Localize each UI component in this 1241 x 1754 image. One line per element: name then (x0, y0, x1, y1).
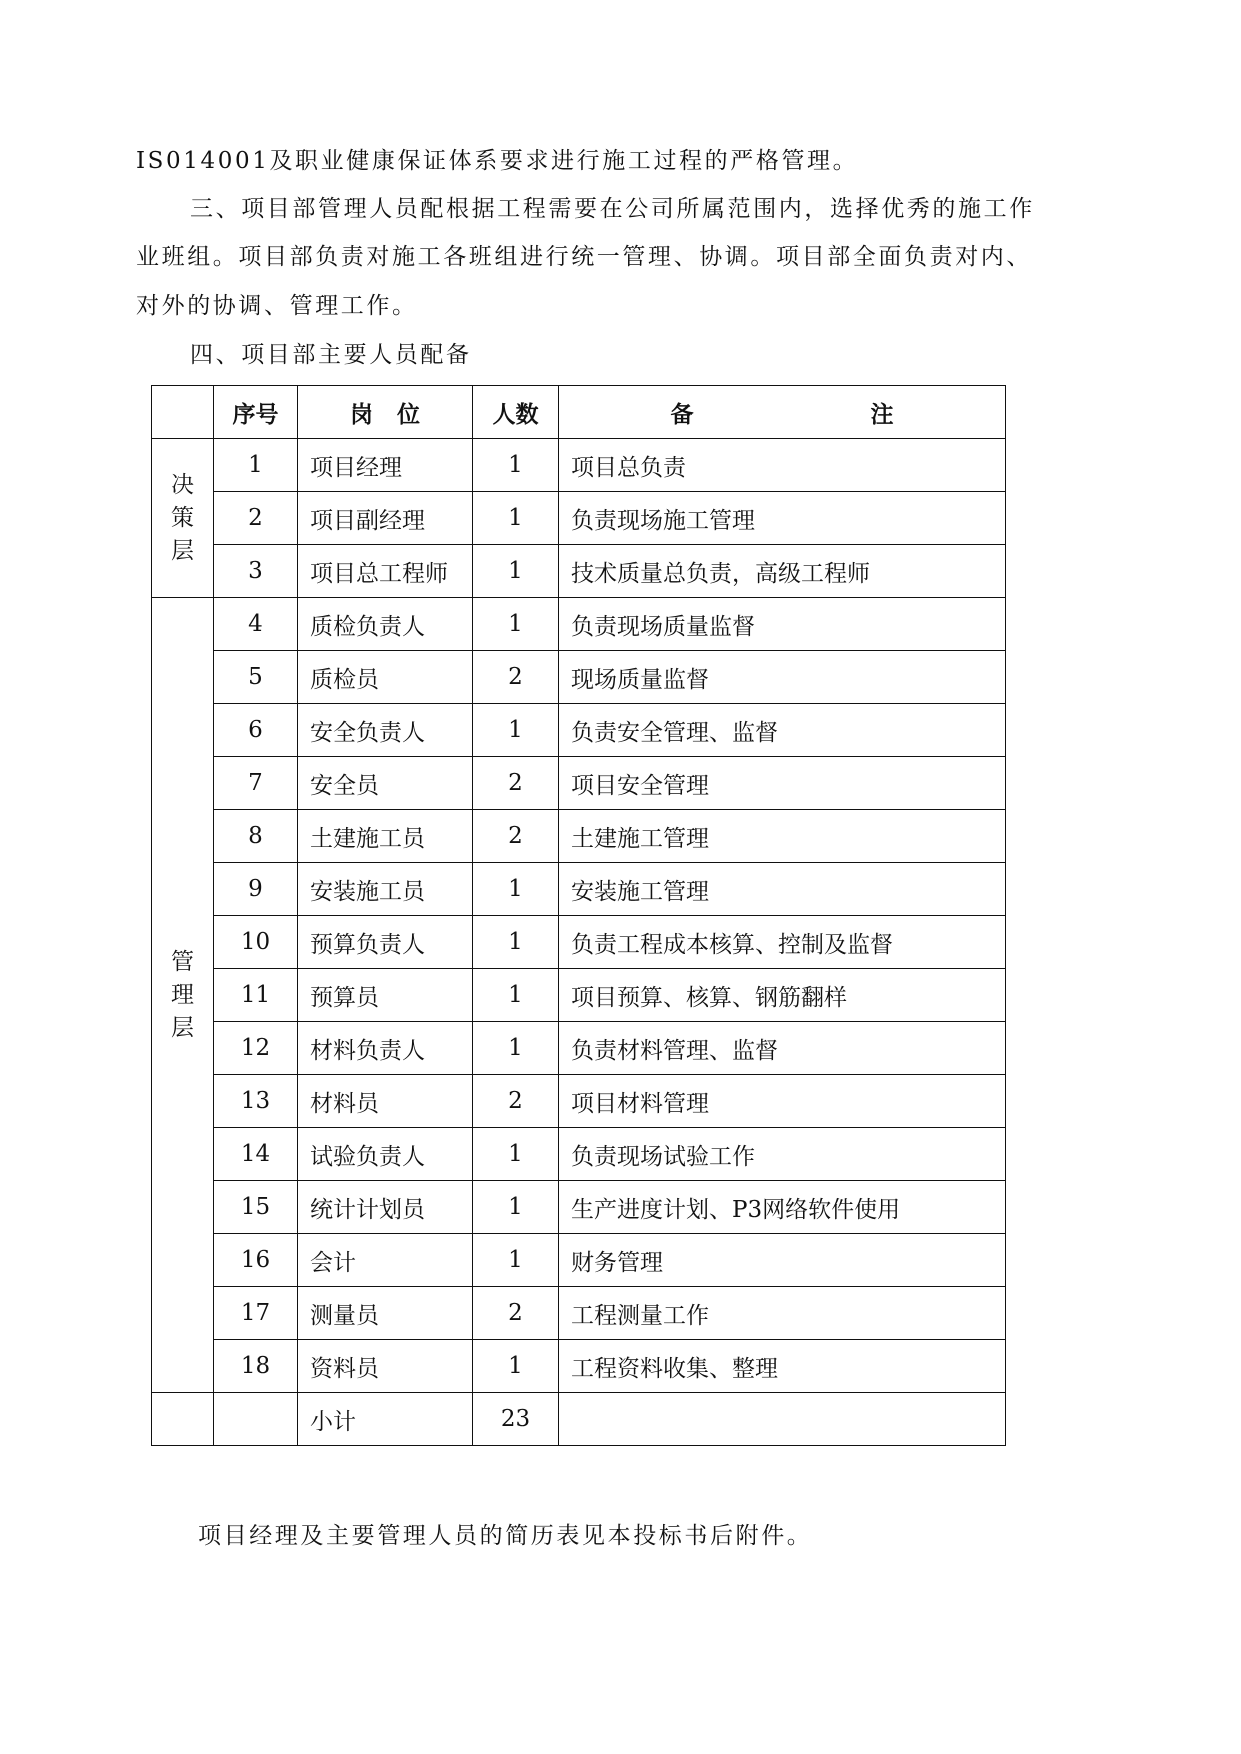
seq-cell: 5 (214, 651, 298, 704)
seq-cell: 13 (214, 1075, 298, 1128)
subtotal-empty-group (152, 1393, 214, 1446)
table-row (152, 863, 1006, 916)
seq-cell: 4 (214, 598, 298, 651)
count-cell: 1 (473, 1022, 559, 1075)
post-cell: 质检员 (298, 651, 473, 704)
count-cell: 1 (473, 1181, 559, 1234)
post-cell: 试验负责人 (298, 1128, 473, 1181)
note-cell: 安装施工管理 (559, 863, 1006, 916)
note-cell: 技术质量总负责，高级工程师 (559, 545, 1006, 598)
seq-cell: 7 (214, 757, 298, 810)
count-cell: 1 (473, 439, 559, 492)
note-cell: 负责现场试验工作 (559, 1128, 1006, 1181)
note-cell: 项目总负责 (559, 439, 1006, 492)
note-cell: 项目安全管理 (559, 757, 1006, 810)
subtotal-label: 小计 (298, 1393, 473, 1446)
count-cell: 2 (473, 1075, 559, 1128)
count-cell: 1 (473, 704, 559, 757)
header-post-label: 岗位 (350, 401, 444, 428)
note-cell: 负责材料管理、监督 (559, 1022, 1006, 1075)
post-cell: 安装施工员 (298, 863, 473, 916)
header-note-right: 注 (870, 401, 894, 428)
paragraph-iso: IS014001及职业健康保证体系要求进行施工过程的严格管理。 (136, 148, 859, 174)
header-seq: 序号 (214, 386, 298, 439)
table-row (152, 492, 1006, 545)
subtotal-empty-seq (214, 1393, 298, 1446)
table-row (152, 651, 1006, 704)
group-decision-label: 决策层 (170, 471, 194, 564)
paragraph-section-three-end: 对外的协调、管理工作。 (136, 293, 418, 319)
count-cell: 1 (473, 916, 559, 969)
note-cell: 生产进度计划、P3网络软件使用 (559, 1181, 1006, 1234)
post-cell: 安全员 (298, 757, 473, 810)
table-row (152, 757, 1006, 810)
section-four-heading: 四、项目部主要人员配备 (190, 342, 472, 368)
note-cell: 项目材料管理 (559, 1075, 1006, 1128)
header-post (298, 386, 473, 439)
seq-cell: 15 (214, 1181, 298, 1234)
header-note-left: 备 (670, 401, 694, 428)
table-row (152, 1287, 1006, 1340)
table-row (152, 1181, 1006, 1234)
count-cell: 2 (473, 810, 559, 863)
note-cell: 负责工程成本核算、控制及监督 (559, 916, 1006, 969)
post-cell: 项目副经理 (298, 492, 473, 545)
seq-cell: 12 (214, 1022, 298, 1075)
note-cell: 项目预算、核算、钢筋翻样 (559, 969, 1006, 1022)
count-cell: 2 (473, 1287, 559, 1340)
seq-cell: 3 (214, 545, 298, 598)
staff-table (151, 385, 1006, 1446)
post-cell: 质检负责人 (298, 598, 473, 651)
subtotal-row (152, 1393, 1006, 1446)
seq-cell: 2 (214, 492, 298, 545)
header-note (559, 386, 1006, 439)
note-cell: 财务管理 (559, 1234, 1006, 1287)
group-management-label: 管理层 (170, 948, 194, 1041)
table-row (152, 1340, 1006, 1393)
note-cell: 工程测量工作 (559, 1287, 1006, 1340)
table-header-row (152, 386, 1006, 439)
seq-cell: 10 (214, 916, 298, 969)
post-cell: 项目总工程师 (298, 545, 473, 598)
count-cell: 1 (473, 1234, 559, 1287)
paragraph-appendix-note: 项目经理及主要管理人员的简历表见本投标书后附件。 (198, 1523, 813, 1549)
table-row (152, 1075, 1006, 1128)
table-row (152, 810, 1006, 863)
paragraph-section-three: 三、项目部管理人员配根据工程需要在公司所属范围内，选择优秀的施工作 (190, 196, 1035, 222)
table-row (152, 598, 1006, 651)
header-count: 人数 (473, 386, 559, 439)
table-row (152, 1022, 1006, 1075)
table-row (152, 1234, 1006, 1287)
table-body (152, 439, 1006, 1446)
post-cell: 土建施工员 (298, 810, 473, 863)
count-cell: 1 (473, 545, 559, 598)
table-row (152, 1128, 1006, 1181)
count-cell: 1 (473, 863, 559, 916)
seq-cell: 16 (214, 1234, 298, 1287)
post-cell: 材料负责人 (298, 1022, 473, 1075)
count-cell: 2 (473, 651, 559, 704)
count-cell: 1 (473, 1340, 559, 1393)
note-cell: 现场质量监督 (559, 651, 1006, 704)
note-cell: 负责现场施工管理 (559, 492, 1006, 545)
seq-cell: 14 (214, 1128, 298, 1181)
seq-cell: 11 (214, 969, 298, 1022)
note-cell: 土建施工管理 (559, 810, 1006, 863)
note-cell: 负责现场质量监督 (559, 598, 1006, 651)
table-row (152, 545, 1006, 598)
post-cell: 资料员 (298, 1340, 473, 1393)
paragraph-section-three-cont: 业班组。项目部负责对施工各班组进行统一管理、协调。项目部全面负责对内、 (136, 244, 1032, 270)
count-cell: 1 (473, 598, 559, 651)
count-cell: 1 (473, 969, 559, 1022)
count-cell: 1 (473, 492, 559, 545)
note-cell: 工程资料收集、整理 (559, 1340, 1006, 1393)
note-cell: 负责安全管理、监督 (559, 704, 1006, 757)
seq-cell: 17 (214, 1287, 298, 1340)
seq-cell: 18 (214, 1340, 298, 1393)
group-decision-cell (152, 439, 214, 598)
group-management-cell (152, 598, 214, 1393)
post-cell: 会计 (298, 1234, 473, 1287)
table-row (152, 439, 1006, 492)
seq-cell: 6 (214, 704, 298, 757)
post-cell: 项目经理 (298, 439, 473, 492)
header-group-cell (152, 386, 214, 439)
post-cell: 预算负责人 (298, 916, 473, 969)
table-row (152, 969, 1006, 1022)
table-row (152, 916, 1006, 969)
post-cell: 安全负责人 (298, 704, 473, 757)
subtotal-count: 23 (473, 1393, 559, 1446)
count-cell: 2 (473, 757, 559, 810)
seq-cell: 8 (214, 810, 298, 863)
post-cell: 预算员 (298, 969, 473, 1022)
post-cell: 测量员 (298, 1287, 473, 1340)
post-cell: 统计计划员 (298, 1181, 473, 1234)
count-cell: 1 (473, 1128, 559, 1181)
post-cell: 材料员 (298, 1075, 473, 1128)
seq-cell: 1 (214, 439, 298, 492)
table-row (152, 704, 1006, 757)
subtotal-empty-note (559, 1393, 1006, 1446)
seq-cell: 9 (214, 863, 298, 916)
